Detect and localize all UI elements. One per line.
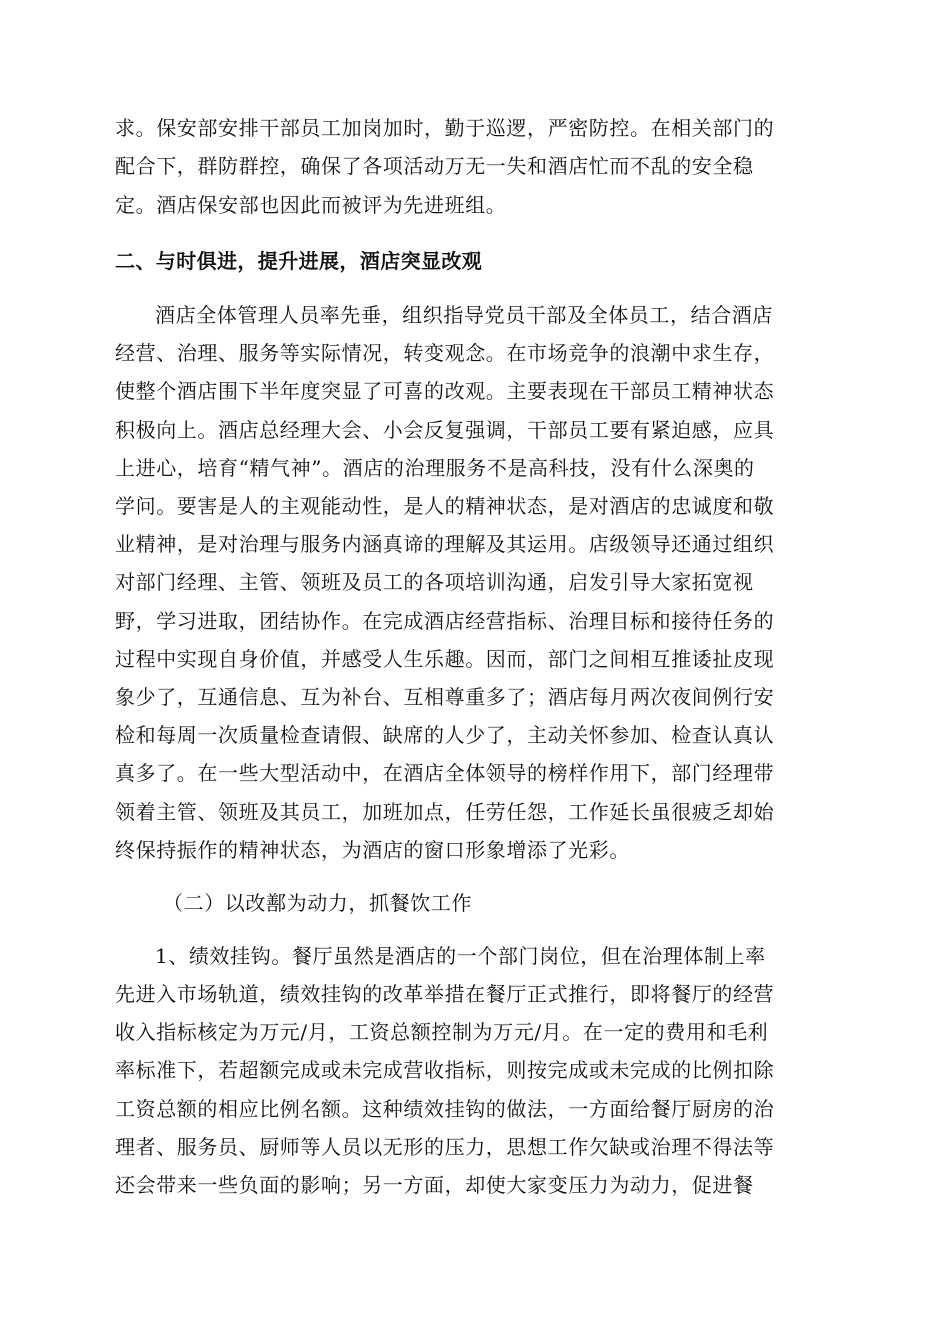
paragraph-line: 学问。要害是人的主观能动性，是人的精神状态，是对酒店的忠诚度和敬 xyxy=(115,494,775,518)
paragraph-line: 1、绩效挂钩。餐厅虽然是酒店的一个部门岗位，但在治理体制上率 xyxy=(155,944,766,968)
paragraph-line: 酒店全体管理人员率先垂，组织指导党员干部及全体员工，结合酒店 xyxy=(155,303,773,327)
paragraph-line: 率标准下，若超额完成或未完成营收指标，则按完成或未完成的比例扣除 xyxy=(115,1058,775,1082)
paragraph-line: 工资总额的相应比例名额。这种绩效挂钩的做法，一方面给餐厅厨房的治 xyxy=(115,1097,775,1121)
paragraph-line: 配合下，群防群控，确保了各项活动万无一失和酒店忙而不乱的安全稳 xyxy=(115,154,754,178)
paragraph-line: 象少了，互通信息、互为补台、互相尊重多了；酒店每月两次夜间例行安 xyxy=(115,685,775,709)
paragraph-line: 积极向上。酒店总经理大会、小会反复强调，干部员工要有紧迫感，应具 xyxy=(115,418,775,442)
paragraph-line: 收入指标核定为万元/月，工资总额控制为万元/月。在一定的费用和毛利 xyxy=(115,1020,769,1044)
paragraph-line: 上进心，培育“精气神”。酒店的治理服务不是高科技，没有什么深奥的 xyxy=(115,456,755,480)
section-heading: 二、与时俱进，提升进展，酒店突显改观 xyxy=(115,249,483,273)
subsection-heading: （二）以改鄯为动力，抓餐饮工作 xyxy=(163,891,472,915)
paragraph-line: 检和每周一次质量检查请假、缺席的人少了，主动关怀参加、检查认真认 xyxy=(115,723,775,747)
paragraph-line: 理者、服务员、厨师等人员以无形的压力，思想工作欠缺或治理不得法等 xyxy=(115,1135,775,1159)
paragraph-line: 领着主管、领班及其员工，加班加点，任劳任怨，工作延长虽很疲乏却始 xyxy=(115,800,775,824)
paragraph-line: 过程中实现自身价值，并感受人生乐趣。因而，部门之间相互推诿扯皮现 xyxy=(115,647,775,671)
paragraph-line: 求。保安部安排干部员工加岗加时，勤于巡逻，严密防控。在相关部门的 xyxy=(115,116,775,140)
paragraph-line: 使整个酒店围下半年度突显了可喜的改观。主要表现在干部员工精神状态 xyxy=(115,379,775,403)
paragraph-line: 先进入市场轨道，绩效挂钩的改革举措在餐厅正式推行，即将餐厅的经营 xyxy=(115,982,775,1006)
paragraph-line: 真多了。在一些大型活动中，在酒店全体领导的榜样作用下，部门经理带 xyxy=(115,761,775,785)
paragraph-line: 还会带来一些负面的影响；另一方面，却使大家变压力为动力，促进餐 xyxy=(115,1173,754,1197)
paragraph-line: 终保持振作的精神状态，为酒店的窗口形象增添了光彩。 xyxy=(115,838,630,862)
paragraph-line: 业精神，是对治理与服务内涵真谛的理解及其运用。店级领导还通过组织 xyxy=(115,532,775,556)
paragraph-line: 定。酒店保安部也因此而被评为先进班组。 xyxy=(115,193,507,217)
paragraph-line: 野，学习进取，团结协作。在完成酒店经营指标、治理目标和接待任务的 xyxy=(115,609,775,633)
paragraph-line: 经营、治理、服务等实际情况，转变观念。在市场竞争的浪潮中求生存， xyxy=(115,341,775,365)
paragraph-line: 对部门经理、主管、领班及员工的各项培训沟通，启发引导大家拓宽视 xyxy=(115,570,754,594)
